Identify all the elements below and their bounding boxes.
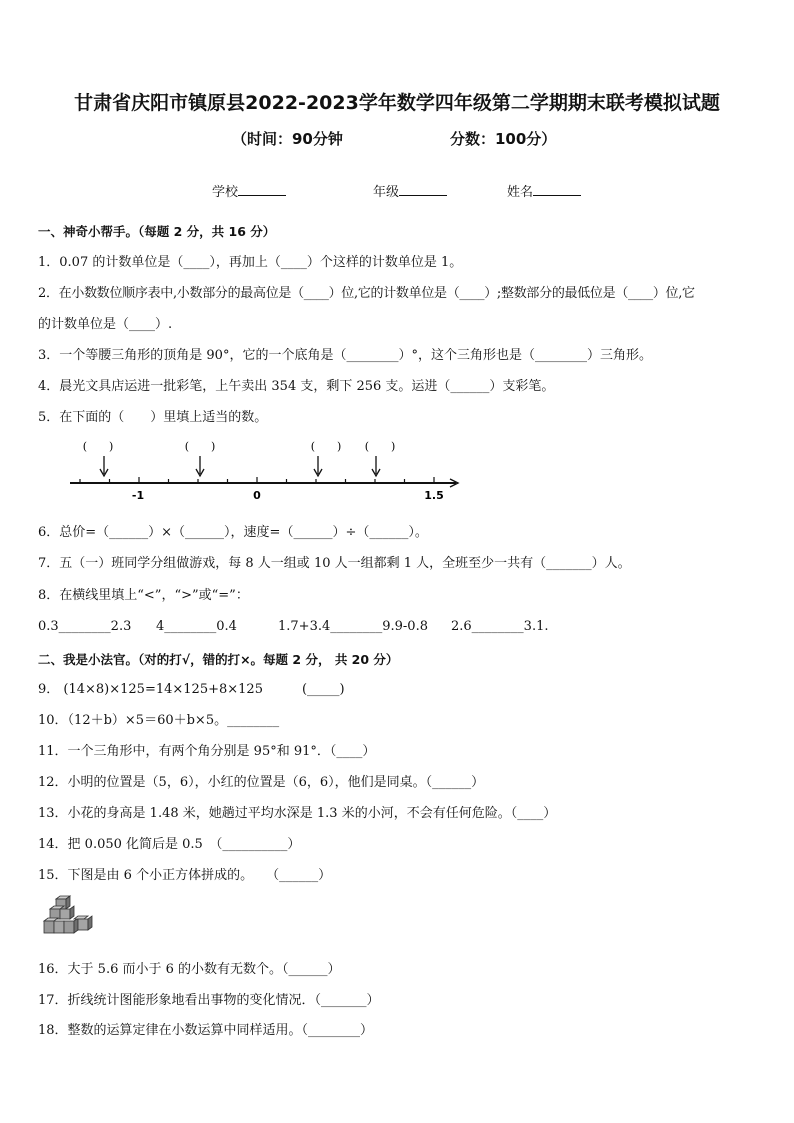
question-12: 12．小明的位置是（5，6），小红的位置是（6，6），他们是同桌。（______）: [38, 775, 485, 790]
grade-label: 年级: [373, 185, 400, 200]
cube-side-7: [88, 916, 92, 930]
question-4: 4．晨光文具店运进一批彩笔，上午卖出 354 支，剩下 256 支。运进（______）支彩笔。: [38, 379, 555, 394]
question-7: 7．五（一）班同学分组做游戏，每 8 人一组或 10 人一组都剩 1 人，全班至少一共有（_______）人。: [38, 556, 631, 571]
question-2-line-2: 的计数单位是（____）.: [38, 317, 173, 332]
question-14: 14．把 0.050 化简后是 0.5 （__________）: [38, 837, 301, 852]
cube-2: [50, 909, 60, 919]
question-11: 11．一个三角形中，有两个角分别是 95°和 91°．（____）: [38, 744, 376, 759]
question-6: 6．总价=（______）×（______），速度=（______）÷（______）。: [38, 525, 428, 540]
cube-side-6: [74, 918, 78, 933]
tick-label-1-5: 1.5: [424, 489, 444, 502]
cube-4: [44, 921, 54, 933]
question-9: 9． (14×8)×125=14×125+8×125 (_____): [38, 682, 345, 697]
question-3: 3．一个等腰三角形的顶角是 90°，它的一个底角是（________）°，这个三角形也是（________）三角形。: [38, 348, 652, 363]
cube-top-face-4: [44, 918, 58, 921]
name-field: [507, 181, 581, 200]
school-label: 学校: [212, 185, 239, 200]
name-blank: [533, 183, 581, 196]
comparison-2: 4________0.4: [156, 619, 237, 634]
paren-4: ( ): [364, 440, 396, 453]
grade-field: [373, 181, 447, 200]
question-18: 18．整数的运算定律在小数运算中同样适用。（________）: [38, 1023, 374, 1038]
section-2-heading: 二、我是小法官。（对的打√，错的打×。每题 2 分， 共 20 分）: [38, 652, 399, 667]
question-15: 15．下图是由 6 个小正方体拼成的。 （______）: [38, 868, 332, 883]
question-13: 13．小花的身高是 1.48 米，她趟过平均水深是 1.3 米的小河，不会有任何危险。（____）: [38, 806, 557, 821]
section-1-heading: 一、神奇小帮手。（每题 2 分，共 16 分）: [38, 224, 276, 239]
tick-label-neg1: -1: [131, 489, 145, 502]
question-8: 8．在横线里填上“<”，“>”或“=”：: [38, 588, 249, 603]
time-limit: （时间：90分钟: [232, 130, 343, 148]
comparison-row: [38, 619, 758, 637]
cube-5: [54, 921, 64, 933]
paren-2: ( ): [184, 440, 216, 453]
paren-1: ( ): [82, 440, 114, 453]
comparison-1: 0.3________2.3: [38, 619, 132, 634]
question-2-line-1: 2．在小数数位顺序表中,小数部分的最高位是（____）位,它的计数单位是（____）;整数部分的最低位是（____）位,它: [38, 286, 695, 301]
comparison-3: 1.7+3.4________9.9-0.8: [278, 619, 428, 634]
cube-7: [78, 919, 88, 930]
paren-3: ( ): [310, 440, 342, 453]
down-arrows: [100, 456, 380, 476]
cube-3: [60, 909, 70, 919]
school-blank: [238, 183, 286, 196]
school-field: [212, 181, 286, 200]
cube-side-3: [70, 906, 74, 919]
cube-stack-figure: [42, 893, 98, 945]
page-title: 甘肃省庆阳市镇原县2022-2023学年数学四年级第二学期期末联考模拟试题: [74, 92, 720, 114]
question-10: 10．（12＋b）×5＝60＋b×5。________: [38, 713, 280, 728]
cube-6: [64, 921, 74, 933]
number-line: [60, 436, 460, 506]
grade-blank: [399, 183, 447, 196]
question-1: 1．0.07 的计数单位是（____），再加上（____）个这样的计数单位是 1。: [38, 255, 463, 270]
total-score: 分数：100分）: [450, 130, 557, 148]
question-16: 16．大于 5.6 而小于 6 的小数有无数个。（______）: [38, 962, 341, 977]
question-17: 17．折线统计图能形象地看出事物的变化情况．（_______）: [38, 993, 380, 1008]
cube-top-face-7: [74, 916, 88, 919]
tick-label-0: 0: [253, 489, 261, 502]
name-label: 姓名: [507, 185, 534, 200]
comparison-4: 2.6________3.1.: [451, 619, 549, 634]
question-5: 5．在下面的（ ）里填上适当的数。: [38, 410, 268, 425]
